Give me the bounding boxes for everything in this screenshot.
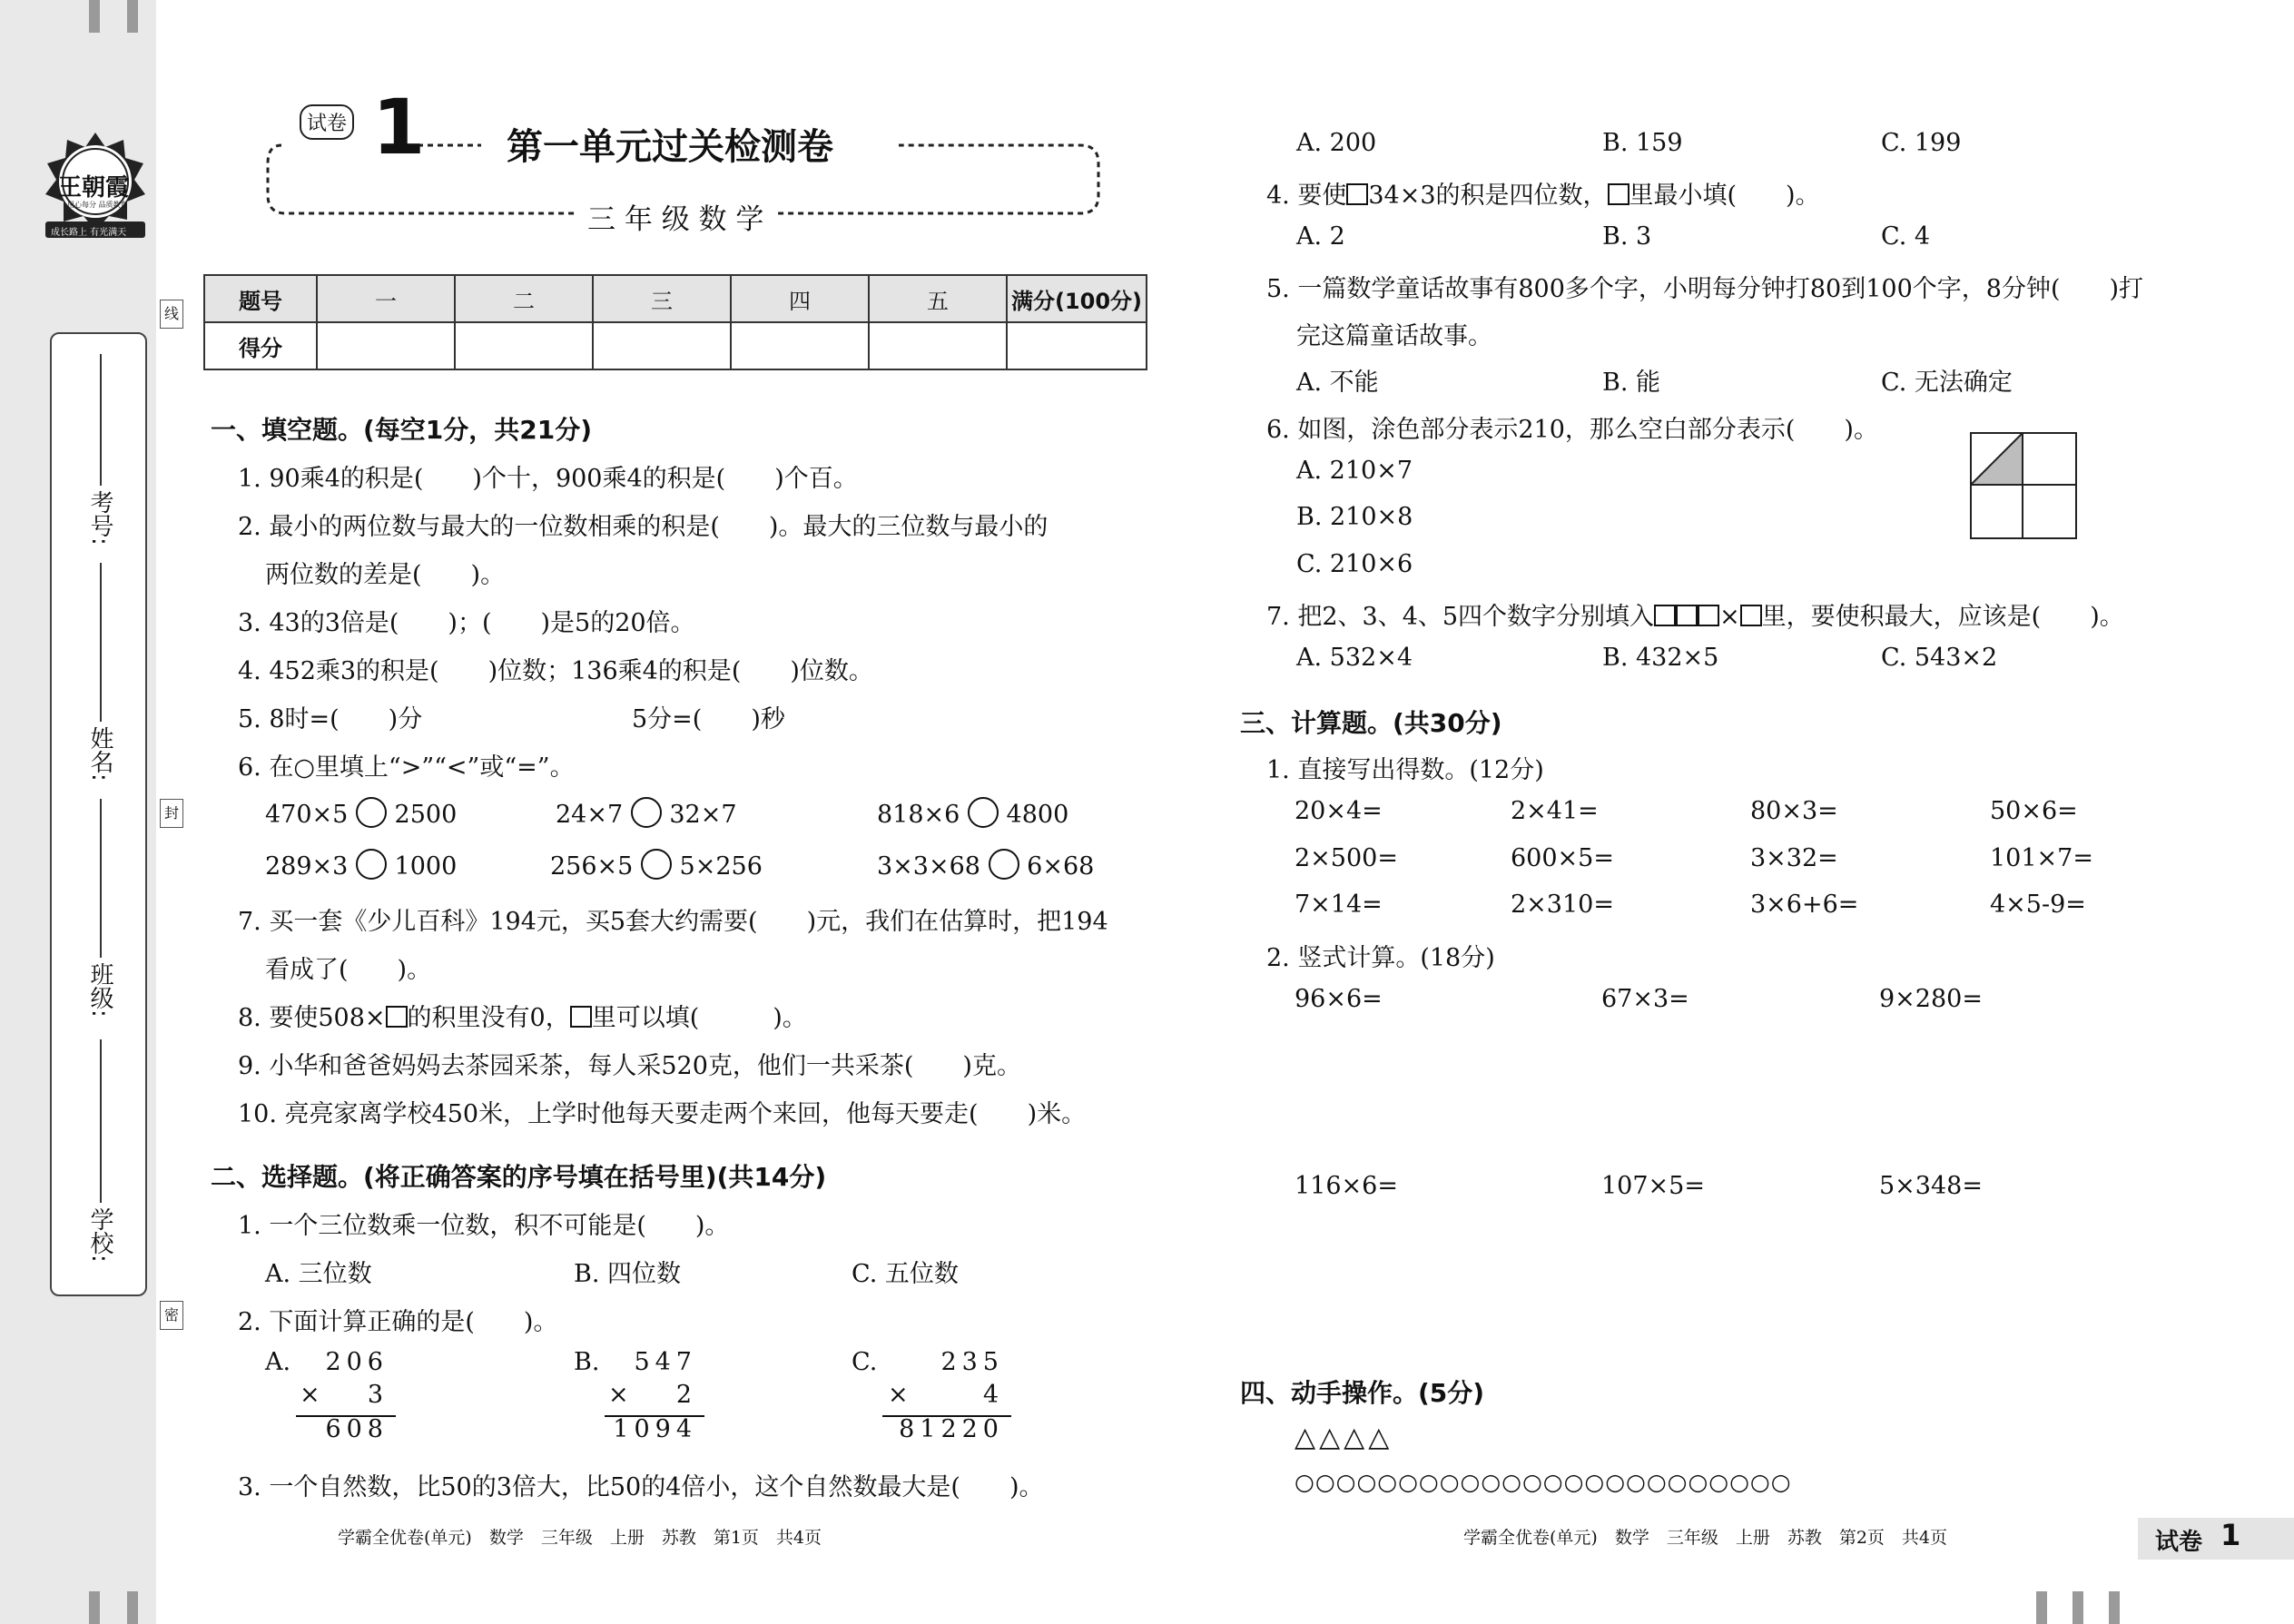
answer-circle[interactable]	[641, 849, 672, 880]
answer-circle[interactable]	[356, 849, 387, 880]
product: 81220	[899, 1415, 1004, 1443]
multiplicand: 206	[325, 1348, 389, 1376]
compare-item	[550, 849, 763, 881]
question-item: 2. 下面计算正确的是( )。	[238, 1308, 558, 1336]
registration-mark	[127, 0, 138, 33]
question-text: 8. 要使508×	[238, 1004, 386, 1032]
option-a[interactable]: A. 三位数	[265, 1260, 372, 1288]
question-item: 1. 一个三位数乘一位数，积不可能是( )。	[238, 1212, 730, 1240]
question-item	[238, 998, 807, 1033]
calc-item[interactable]: 3×6+6=	[1750, 891, 1859, 919]
score-row-label: 得分	[204, 322, 317, 369]
option-a[interactable]: A. 210×7	[1296, 457, 1413, 485]
cut-mark: 密	[160, 1301, 183, 1330]
option-label: C.	[852, 1348, 878, 1376]
question-text: 里最小填( )。	[1629, 182, 1820, 210]
compare-right: 4800	[1006, 801, 1069, 829]
question-item: 6. 如图，涂色部分表示210，那么空白部分表示( )。	[1266, 416, 1878, 444]
blank-box[interactable]	[1346, 183, 1368, 205]
multiply-sign: ×	[888, 1381, 909, 1409]
calc-item[interactable]: 20×4=	[1295, 797, 1383, 825]
compare-left: 256×5	[550, 852, 634, 881]
vertical-calc-item[interactable]: 116×6=	[1295, 1172, 1398, 1200]
table-header-cell: 一	[317, 275, 455, 322]
answer-circle[interactable]	[968, 797, 999, 828]
section1-title: 一、填空题。(每空1分，共21分)	[211, 415, 593, 445]
compare-left: 289×3	[265, 852, 349, 881]
vertical-calc-item[interactable]: 107×5=	[1601, 1172, 1705, 1200]
exam-badge: 试卷	[300, 104, 354, 140]
question-item: 6. 在○里填上“>”“<”或“=”。	[238, 753, 575, 782]
table-header-cell: 题号	[204, 275, 317, 322]
name-field[interactable]	[100, 563, 102, 722]
compare-right: 6×68	[1027, 852, 1095, 881]
question-text: 7. 把2、3、4、5四个数字分别填入	[1266, 603, 1655, 631]
vertical-calc-item[interactable]: 96×6=	[1295, 985, 1383, 1013]
cut-mark: 线	[160, 300, 183, 329]
answer-circle[interactable]	[989, 849, 1019, 880]
vertical-calc-item[interactable]: 67×3=	[1601, 985, 1689, 1013]
question-item: 3. 43的3倍是( )；( )是5的20倍。	[238, 609, 695, 637]
registration-mark	[2036, 1591, 2047, 1624]
compare-item	[265, 797, 457, 829]
calc-item[interactable]: 2×310=	[1511, 891, 1614, 919]
registration-mark	[89, 0, 100, 33]
compare-left: 818×6	[877, 801, 960, 829]
question-item: 看成了( )。	[265, 956, 432, 984]
registration-mark	[127, 1591, 138, 1624]
option-c[interactable]: C. 五位数	[852, 1260, 959, 1288]
option-b[interactable]: B. 能	[1602, 369, 1661, 397]
compare-left: 470×5	[265, 801, 349, 829]
table-header-cell: 二	[455, 275, 593, 322]
blank-box[interactable]	[1698, 605, 1719, 626]
question-item: 完这篇童话故事。	[1296, 322, 1492, 350]
question-item: 3. 一个自然数，比50的3倍大，比50的4倍小，这个自然数最大是( )。	[238, 1473, 1044, 1501]
multiplier: 4	[982, 1381, 1004, 1409]
multiplicand: 235	[940, 1348, 1004, 1376]
blank-box[interactable]	[570, 1006, 592, 1028]
registration-mark	[2072, 1591, 2083, 1624]
section4-title: 四、动手操作。(5分)	[1240, 1378, 1485, 1408]
question-item: 2. 竖式计算。(18分)	[1266, 944, 1495, 972]
question-text: 里可以填( )。	[591, 1004, 807, 1032]
page-subtitle: 三 年 级 数 学	[576, 196, 774, 237]
score-cell[interactable]	[317, 322, 455, 369]
exam-no-field[interactable]	[100, 354, 102, 486]
calc-item[interactable]: 101×7=	[1990, 844, 2093, 872]
multiplier: 3	[367, 1381, 389, 1409]
student-info-box	[50, 332, 147, 1296]
option-a[interactable]: A. 2	[1296, 222, 1345, 251]
option-label: B.	[574, 1348, 600, 1376]
compare-left: 3×3×68	[877, 852, 980, 881]
compare-item	[265, 849, 457, 881]
compare-right: 5×256	[679, 852, 763, 881]
question-item: 4. 452乘3的积是( )位数；136乘4的积是( )位数。	[238, 657, 873, 685]
page-tag-number: 1	[2220, 1518, 2241, 1552]
product: 608	[325, 1415, 389, 1443]
score-table-header-row	[204, 275, 1147, 322]
option-c[interactable]: C. 199	[1881, 129, 1962, 157]
field-label-school: 学校:	[86, 1207, 113, 1263]
answer-circle[interactable]	[356, 797, 387, 828]
question-item	[1266, 596, 2124, 632]
blank-box[interactable]	[1740, 605, 1762, 626]
footer-left: 学霸全优卷(单元) 数学 三年级 上册 苏教 第1页 共4页	[338, 1528, 822, 1548]
calc-item[interactable]: 7×14=	[1295, 891, 1383, 919]
compare-item	[556, 797, 737, 829]
registration-mark	[89, 1591, 100, 1624]
question-text: 4. 要使	[1266, 182, 1347, 210]
logo-ribbon: 成长路上 有光满天	[51, 228, 127, 238]
table-header-cell: 满分(100分)	[1007, 275, 1147, 322]
score-table	[203, 274, 1147, 370]
circle-row: ○○○○○○○○○○○○○○○○○○○○○○○○	[1295, 1469, 1792, 1495]
option-c[interactable]: C. 无法确定	[1881, 369, 2013, 397]
footer-right: 学霸全优卷(单元) 数学 三年级 上册 苏教 第2页 共4页	[1463, 1528, 1948, 1548]
question-item: 7. 买一套《少儿百科》194元，买5套大约需要( )元，我们在估算时，把194	[238, 908, 1108, 936]
option-c[interactable]: C. 543×2	[1881, 644, 1998, 672]
section2-title: 二、选择题。(将正确答案的序号填在括号里)(共14分)	[211, 1162, 827, 1192]
calc-item[interactable]: 80×3=	[1750, 797, 1838, 825]
exam-number: 1	[372, 83, 426, 172]
question-item: 9. 小华和爸爸妈妈去茶园采茶，每人采520克，他们一共采茶( )克。	[238, 1052, 1021, 1080]
option-b-vertical[interactable]	[574, 1348, 710, 1448]
product: 1094	[613, 1415, 697, 1443]
compare-left: 24×7	[556, 801, 624, 829]
compare-right: 2500	[394, 801, 458, 829]
question-item: 10. 亮亮家离学校450米，上学时他每天要走两个来回，他每天要走( )米。	[238, 1100, 1087, 1128]
compare-right: 32×7	[669, 801, 737, 829]
field-label-class: 班级:	[86, 962, 113, 1018]
calc-item[interactable]: 4×5-9=	[1990, 891, 2086, 919]
blank-box[interactable]	[1608, 183, 1629, 205]
table-header-cell: 三	[593, 275, 731, 322]
school-field[interactable]	[100, 1039, 102, 1203]
option-a-vertical[interactable]	[265, 1348, 401, 1448]
multiply-sign: ×	[608, 1381, 629, 1409]
triangle-row: △△△△	[1295, 1422, 1393, 1453]
multiplicand: 547	[634, 1348, 697, 1376]
option-b[interactable]: B. 四位数	[574, 1260, 682, 1288]
blank-box[interactable]	[1676, 605, 1698, 626]
question-text: 的积里没有0，	[407, 1004, 570, 1032]
logo-motto: 用心每分 品质教育	[67, 201, 128, 209]
question-item: 2. 最小的两位数与最大的一位数相乘的积是( )。最大的三位数与最小的	[238, 513, 1049, 541]
compare-item	[877, 797, 1068, 829]
question-item: 5分=( )秒	[632, 705, 785, 733]
question-item: 1. 90乘4的积是( )个十，900乘4的积是( )个百。	[238, 465, 858, 493]
vertical-calc-item[interactable]: 5×348=	[1879, 1172, 1983, 1200]
option-b[interactable]: B. 159	[1602, 129, 1683, 157]
score-cell[interactable]	[1007, 322, 1147, 369]
question-item: 5. 一篇数学童话故事有800多个字，小明每分钟打80到100个字，8分钟( )打	[1266, 275, 2144, 303]
multiplier: 2	[675, 1381, 697, 1409]
question-text: 34×3的积是四位数，	[1368, 182, 1608, 210]
calc-item[interactable]: 3×32=	[1750, 844, 1838, 872]
option-c[interactable]: C. 210×6	[1296, 550, 1413, 578]
score-cell[interactable]	[869, 322, 1007, 369]
option-c[interactable]: C. 4	[1881, 222, 1931, 251]
question-item: 1. 直接写出得数。(12分)	[1266, 756, 1544, 784]
blank-box[interactable]	[386, 1006, 408, 1028]
logo-name: 王朝霞	[58, 174, 130, 202]
section3-title: 三、计算题。(共30分)	[1240, 708, 1502, 738]
publisher-logo	[36, 127, 154, 250]
option-b[interactable]: B. 210×8	[1296, 503, 1413, 531]
table-header-cell: 四	[731, 275, 869, 322]
grid-figure	[1970, 432, 2077, 539]
field-label-name: 姓名:	[86, 726, 113, 782]
compare-right: 1000	[394, 852, 458, 881]
option-a[interactable]: A. 不能	[1296, 369, 1379, 397]
question-text: 里，要使积最大，应该是( )。	[1761, 603, 2124, 631]
answer-circle[interactable]	[631, 797, 662, 828]
score-table-score-row	[204, 322, 1147, 369]
class-field[interactable]	[100, 799, 102, 958]
question-text: ×	[1719, 603, 1740, 631]
option-a[interactable]: A. 200	[1296, 129, 1377, 157]
registration-mark	[2109, 1591, 2120, 1624]
calc-item[interactable]: 2×500=	[1295, 844, 1398, 872]
calc-item[interactable]: 600×5=	[1511, 844, 1614, 872]
multiply-sign: ×	[300, 1381, 320, 1409]
page-title: 第一单元过关检测卷	[507, 126, 833, 168]
calc-item[interactable]: 50×6=	[1990, 797, 2078, 825]
option-c-vertical[interactable]	[852, 1348, 1015, 1448]
score-cell[interactable]	[455, 322, 593, 369]
calc-item[interactable]: 2×41=	[1511, 797, 1599, 825]
vertical-calc-item[interactable]: 9×280=	[1879, 985, 1983, 1013]
blank-box[interactable]	[1654, 605, 1676, 626]
score-cell[interactable]	[731, 322, 869, 369]
question-item: 两位数的差是( )。	[265, 561, 506, 589]
question-item: 5. 8时=( )分	[238, 705, 423, 733]
table-header-cell: 五	[869, 275, 1007, 322]
question-item	[1266, 175, 1820, 211]
option-label: A.	[265, 1348, 291, 1376]
option-b[interactable]: B. 3	[1602, 222, 1652, 251]
field-label-exam-no: 考号:	[86, 490, 113, 546]
compare-item	[877, 849, 1094, 881]
score-cell[interactable]	[593, 322, 731, 369]
cut-mark: 封	[160, 799, 183, 828]
page-tag-label: 试卷	[2155, 1529, 2203, 1556]
option-a[interactable]: A. 532×4	[1296, 644, 1413, 672]
option-b[interactable]: B. 432×5	[1602, 644, 1719, 672]
